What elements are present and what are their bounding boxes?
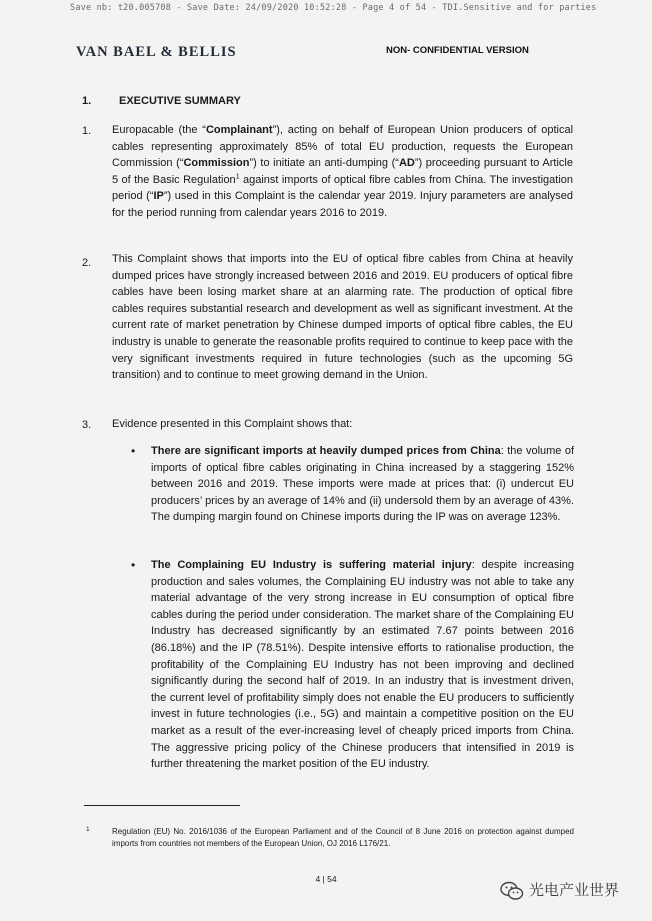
bullet-item: The Complaining EU Industry is suffering material injury: despite increasing production and sales volumes, the Complaining EU industry was not able to take any material advantage of the very strong increase in EU consumption of optical fibre cables during the period under consideration. The market share of the Complaining EU Industry has decreased significantly by an estimated 7.67 points between 2016 (86.18%) and the IP (78.51%). Despite intensive efforts to rationalise production, the profitability of the Complaining EU Industry has not been improving and declined significantly during the second half of 2019. In an industry that is investment driven, the current level of profitability simply does not enable the EU producers to sufficiently invest in future technologies (i.e., 5G) and maintain a competitive position on the EU market as a result of the ever-increasing level of cheaply priced imports from China. The aggressive pricing policy of the Chinese producers that intensified in 2019 is further threatening the market position of the EU industry. (151, 559, 574, 771)
wechat-logo-icon (499, 878, 525, 904)
paragraph-2: This Complaint shows that imports into the EU of optical fibre cables from China at heavily dumped prices have strongly increased between 2016 and 2019. EU producers of optical fibre cables have been losing market share at an alarming rate. The production of optical fibre cables requires substantial research and development as well as significant investment. At the current rate of market penetration by Chinese dumped imports of optical fibre cables, the EU industry is unable to generate the reasonable profits required to continue to keep pace with the very significant investments required in future technologies (such as the upcoming 5G transition) and to continue to meet growing demand in the Union. (112, 253, 573, 382)
watermark (499, 878, 619, 904)
save-info-bar: Save nb: t20.005708 - Save Date: 24/09/2020 10:52:28 - Page 4 of 54 - TDI.Sensitive and for parties (70, 3, 597, 13)
version-label: NON- CONFIDENTIAL VERSION (386, 45, 529, 56)
paragraph-number: 1. (82, 125, 92, 137)
bullet-point: • (131, 444, 136, 458)
paragraph-1: Europacable (the “Complainant”), acting on behalf of European Union producers of optical cables representing approximately 85% of total EU production, requests the European Commission (“Commission”) to initiate an anti-dumping (“AD”) proceeding pursuant to Article 5 of the Basic Regulation$^1$ against imports of optical fibre cables from China. The investigation period (“IP”) used in this Complaint is the calendar year 2019. Injury parameters are analysed for the period running from calendar years 2016 to 2019. (112, 124, 574, 219)
section-number: 1. (82, 95, 92, 107)
paragraph-3: Evidence presented in this Complaint shows that: (112, 418, 353, 430)
page-number: 4 | 54 (315, 874, 337, 884)
watermark-text: 光电产业世界 (529, 881, 620, 899)
paragraph-number: 3. (82, 419, 92, 431)
firm-name: VAN BAEL & BELLIS (76, 44, 237, 60)
paragraph-number: 2. (82, 257, 92, 269)
footnote-marker: 1 (86, 826, 90, 833)
footnote-reference: 1 (235, 173, 240, 181)
section-title: EXECUTIVE SUMMARY (119, 95, 241, 107)
bullet-point: • (131, 558, 136, 572)
bullet-item: There are significant imports at heavily dumped prices from China: the volume of imports of optical fibre cables originating in China increased by a staggering 152% between 2016 and 2019. These imports were made at prices that: (i) undercut EU producers’ prices by an average of 14% and (ii) undersold them by an average of 43%. The dumping margin found on Chinese imports during the IP was on average 123%. (151, 445, 574, 524)
footnote-text: Regulation (EU) No. 2016/1036 of the European Parliament and of the Council of 8 June 2016 on protection against dumped imports from countries not members of the European Union, OJ 2016 L176/21. (112, 827, 574, 848)
footnote-divider (84, 805, 240, 806)
